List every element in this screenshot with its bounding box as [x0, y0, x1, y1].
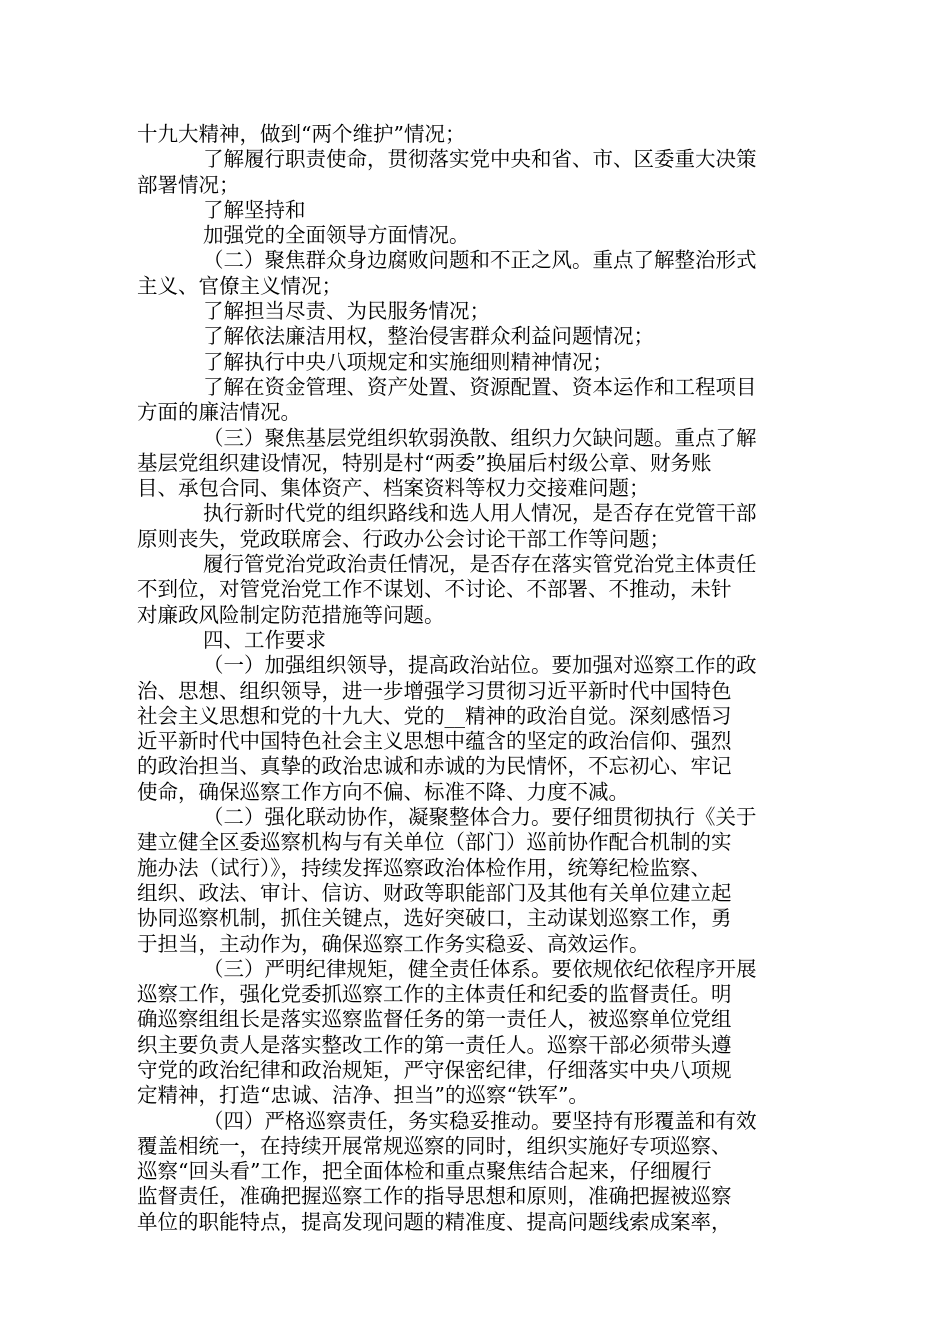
text-line: 巡察“回头看”工作，把全面体检和重点聚焦结合起来，仔细履行 [137, 1159, 712, 1184]
text-line: （二）聚焦群众身边腐败问题和不正之风。重点了解整治形式 [203, 248, 757, 273]
text-line: 了解履行职责使命，贯彻落实党中央和省、市、区委重大决策 [203, 147, 757, 172]
text-line: 使命，确保巡察工作方向不偏、标准不降、力度不减。 [137, 779, 629, 804]
text-line: 了解执行中央八项规定和实施细则精神情况； [203, 349, 613, 374]
text-line: （一）加强组织领导，提高政治站位。要加强对巡察工作的政 [203, 653, 757, 678]
text-line: 社会主义思想和党的十九大、党的__精神的政治自觉。深刻感悟习 [137, 703, 732, 728]
text-line: 十九大精神，做到“两个维护”情况； [137, 122, 466, 146]
text-line: 覆盖相统一，在持续开展常规巡察的同时，组织实施好专项巡察、 [137, 1133, 732, 1158]
text-line: 方面的廉洁情况。 [137, 400, 301, 425]
text-line: 原则丧失，党政联席会、行政办公会讨论干部工作等问题； [137, 526, 670, 551]
text-line: 于担当，主动作为，确保巡察工作务实稳妥、高效运作。 [137, 931, 650, 956]
text-line: 建立健全区委巡察机构与有关单位（部门）巡前协作配合机制的实 [137, 830, 732, 855]
text-line: 履行管党治党政治责任情况，是否存在落实管党治党主体责任 [203, 552, 757, 577]
text-line: 组织、政法、审计、信访、财政等职能部门及其他有关单位建立起 [137, 880, 732, 905]
text-line: 定精神，打造“忠诚、洁净、担当”的巡察“铁军”。 [137, 1083, 589, 1108]
text-line: 了解依法廉洁用权，整治侵害群众利益问题情况； [203, 324, 654, 349]
text-line: 不到位，对管党治党工作不谋划、不讨论、不部署、不推动，未针 [137, 577, 732, 602]
text-line: 主义、官僚主义情况； [137, 273, 342, 298]
document-body [137, 122, 813, 1235]
text-line: 了解担当尽责、为民服务情况； [203, 299, 490, 324]
text-line: （四）严格巡察责任，务实稳妥推动。要坚持有形覆盖和有效 [203, 1108, 757, 1133]
text-line: 守党的政治纪律和政治规矩，严守保密纪律，仔细落实中央八项规 [137, 1057, 732, 1082]
text-line: 部署情况； [137, 172, 240, 197]
text-line: 了解坚持和 [203, 197, 306, 222]
text-line: （三）严明纪律规矩，健全责任体系。要依规依纪依程序开展 [203, 956, 757, 981]
text-line: 单位的职能特点，提高发现问题的精准度、提高问题线索成案率， [137, 1209, 732, 1234]
text-line: 加强党的全面领导方面情况。 [203, 223, 470, 248]
text-line: 织主要负责人是落实整改工作的第一责任人。巡察干部必须带头遵 [137, 1032, 732, 1057]
text-line: 协同巡察机制，抓住关键点，选好突破口，主动谋划巡察工作，勇 [137, 906, 732, 931]
text-line: 治、思想、组织领导，进一步增强学习贯彻习近平新时代中国特色 [137, 678, 732, 703]
text-line: 执行新时代党的组织路线和选人用人情况，是否存在党管干部 [203, 501, 757, 526]
text-line: 巡察工作，强化党委抓巡察工作的主体责任和纪委的监督责任。明 [137, 982, 732, 1007]
text-line: 的政治担当、真挚的政治忠诚和赤诚的为民情怀，不忘初心、牢记 [137, 754, 732, 779]
text-line: 监督责任，准确把握巡察工作的指导思想和原则，准确把握被巡察 [137, 1184, 732, 1209]
text-line: 了解在资金管理、资产处置、资源配置、资本运作和工程项目 [203, 374, 757, 399]
text-line: （二）强化联动协作，凝聚整体合力。要仔细贯彻执行《关于 [203, 805, 757, 830]
text-line: 基层党组织建设情况，特别是村“两委”换届后村级公章、财务账 [137, 450, 712, 475]
text-line: 对廉政风险制定防范措施等问题。 [137, 602, 445, 627]
text-line: （三）聚焦基层党组织软弱涣散、组织力欠缺问题。重点了解 [203, 425, 757, 450]
text-line: 四、工作要求 [203, 627, 326, 652]
text-line: 确巡察组组长是落实巡察监督任务的第一责任人，被巡察单位党组 [137, 1007, 732, 1032]
text-line: 施办法（试行）》，持续发挥巡察政治体检作用，统筹纪检监察、 [137, 855, 711, 880]
text-line: 目、承包合同、集体资产、档案资料等权力交接难问题； [137, 476, 650, 501]
text-line: 近平新时代中国特色社会主义思想中蕴含的坚定的政治信仰、强烈 [137, 729, 732, 754]
